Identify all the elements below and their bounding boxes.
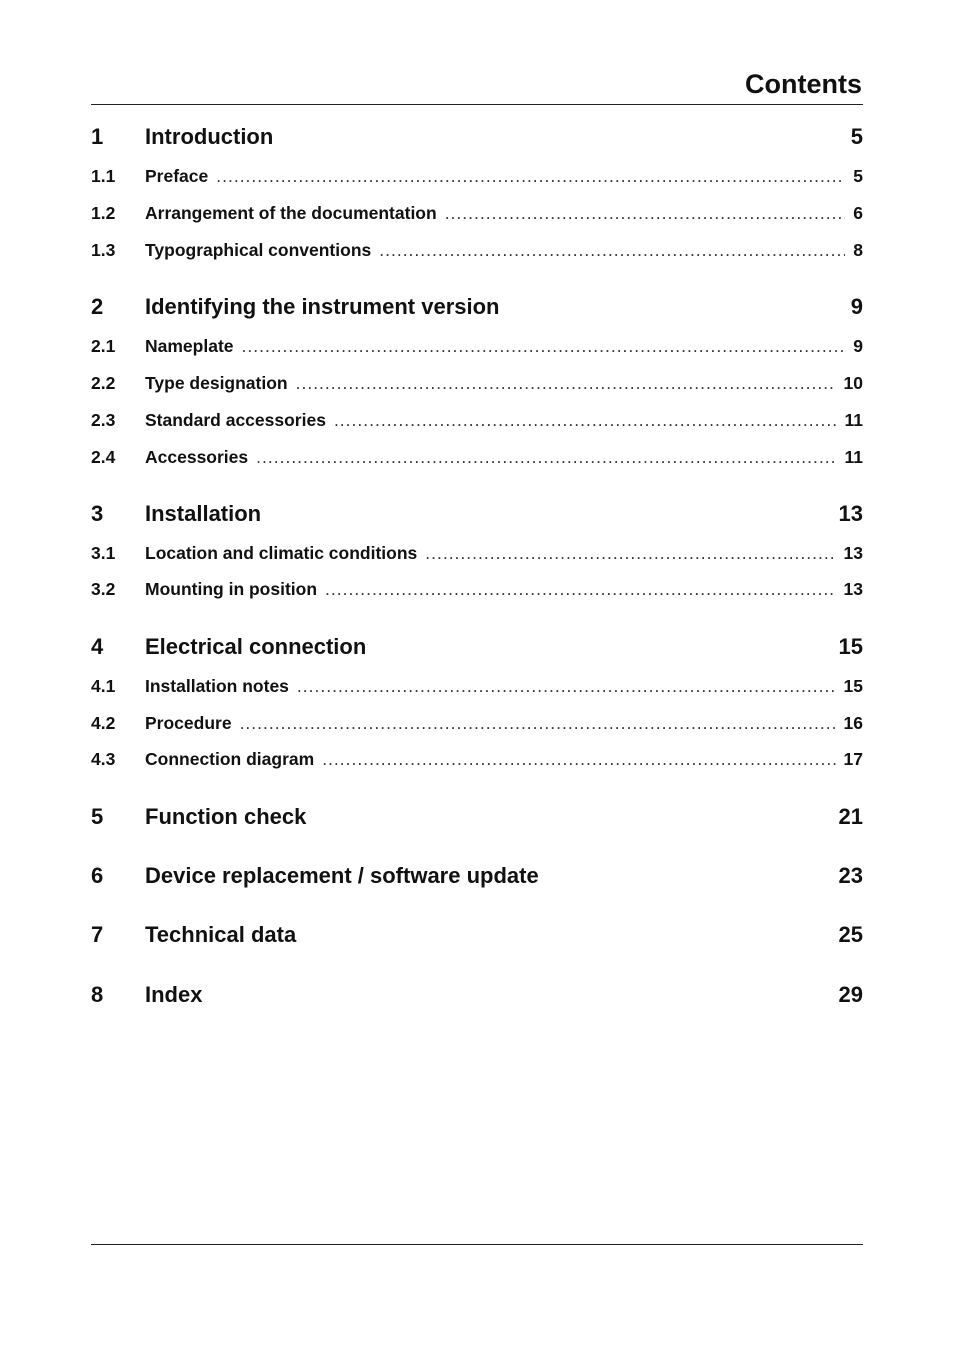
- toc-page: 21: [838, 804, 863, 829]
- dot-leader: [322, 747, 835, 771]
- toc-section-3-1[interactable]: [91, 541, 863, 565]
- toc-title: Location and climatic conditions: [145, 543, 418, 563]
- header-rule: [91, 104, 863, 105]
- toc-number: 2.4: [91, 447, 116, 467]
- toc-page: 13: [843, 543, 863, 563]
- toc-page: 6: [853, 203, 863, 223]
- toc-chapter-4[interactable]: [91, 632, 863, 662]
- toc-page: 9: [853, 336, 863, 356]
- dot-leader: [334, 408, 837, 432]
- toc-title: Device replacement / software update: [145, 863, 539, 888]
- toc-number: 2.1: [91, 336, 116, 356]
- toc-section-4-1[interactable]: [91, 674, 863, 698]
- toc-page: 9: [850, 294, 863, 319]
- toc-section-1-3[interactable]: [91, 238, 863, 262]
- footer-rule: [91, 1244, 863, 1245]
- toc-number: 2: [91, 294, 104, 319]
- toc-title: Electrical connection: [145, 634, 367, 659]
- toc-page: 23: [838, 863, 863, 888]
- toc-section-2-1[interactable]: [91, 334, 863, 358]
- toc-page: 29: [838, 982, 863, 1007]
- toc-number: 5: [91, 804, 104, 829]
- toc-page: 17: [843, 749, 863, 769]
- toc-page: 11: [844, 447, 863, 467]
- toc-title: Arrangement of the documentation: [145, 203, 437, 223]
- dot-leader: [240, 711, 836, 735]
- toc-chapter-7[interactable]: [91, 920, 863, 950]
- toc-section-4-3[interactable]: [91, 747, 863, 771]
- toc-number: 4.1: [91, 676, 116, 696]
- toc-page: 8: [853, 240, 863, 260]
- toc-number: 1.3: [91, 240, 116, 260]
- toc-number: 6: [91, 863, 104, 888]
- toc-chapter-5[interactable]: [91, 802, 863, 832]
- toc-title: Mounting in position: [145, 579, 318, 599]
- toc-chapter-8[interactable]: [91, 980, 863, 1010]
- toc-section-1-2[interactable]: [91, 201, 863, 225]
- toc-chapter-3[interactable]: [91, 499, 863, 529]
- toc-title: Nameplate: [145, 336, 234, 356]
- toc-title: Standard accessories: [145, 410, 326, 430]
- toc-title: Procedure: [145, 713, 232, 733]
- page-title: Contents: [745, 69, 862, 99]
- dot-leader: [242, 334, 846, 358]
- toc-number: 2.3: [91, 410, 116, 430]
- toc-section-4-2[interactable]: [91, 711, 863, 735]
- toc-number: 4.3: [91, 749, 116, 769]
- toc-page: 15: [843, 676, 863, 696]
- toc-number: 3.2: [91, 579, 116, 599]
- toc-page: 10: [843, 373, 863, 393]
- toc-page: 5: [853, 166, 863, 186]
- toc-number: 3.1: [91, 543, 116, 563]
- toc-number: 4.2: [91, 713, 116, 733]
- toc-section-2-3[interactable]: [91, 408, 863, 432]
- toc-title: Typographical conventions: [145, 240, 372, 260]
- toc-page: 13: [843, 579, 863, 599]
- toc-chapter-1[interactable]: [91, 122, 863, 152]
- dot-leader: [445, 201, 846, 225]
- toc-number: 7: [91, 922, 104, 947]
- dot-leader: [379, 238, 845, 262]
- toc-number: 1.2: [91, 203, 116, 223]
- toc-section-2-2[interactable]: [91, 371, 863, 395]
- toc-number: 2.2: [91, 373, 116, 393]
- toc-number: 1.1: [91, 166, 116, 186]
- dot-leader: [425, 541, 835, 565]
- toc-title: Installation: [145, 501, 262, 526]
- dot-leader: [325, 577, 835, 601]
- toc-title: Installation notes: [145, 676, 289, 696]
- toc-number: 4: [91, 634, 104, 659]
- toc-section-3-2[interactable]: [91, 577, 863, 601]
- dot-leader: [296, 371, 836, 395]
- dot-leader: [216, 164, 845, 188]
- toc-section-2-4[interactable]: [91, 445, 863, 469]
- toc-page: 13: [838, 501, 863, 526]
- toc-chapter-2[interactable]: [91, 292, 863, 322]
- toc-title: Technical data: [145, 922, 297, 947]
- toc-page: 5: [850, 124, 863, 149]
- toc-page: 11: [844, 410, 863, 430]
- toc-number: 1: [91, 124, 104, 149]
- toc-title: Type designation: [145, 373, 288, 393]
- toc-page: 25: [838, 922, 863, 947]
- dot-leader: [256, 445, 836, 469]
- toc-page: 15: [838, 634, 863, 659]
- toc-number: 8: [91, 982, 104, 1007]
- toc-title: Preface: [145, 166, 209, 186]
- toc-chapter-6[interactable]: [91, 861, 863, 891]
- toc-title: Accessories: [145, 447, 249, 467]
- toc-title: Connection diagram: [145, 749, 315, 769]
- toc-title: Index: [145, 982, 203, 1007]
- toc-section-1-1[interactable]: [91, 164, 863, 188]
- toc-title: Identifying the instrument version: [145, 294, 500, 319]
- toc-title: Introduction: [145, 124, 274, 149]
- toc-page: 16: [843, 713, 863, 733]
- toc-title: Function check: [145, 804, 307, 829]
- dot-leader: [297, 674, 836, 698]
- toc-number: 3: [91, 501, 104, 526]
